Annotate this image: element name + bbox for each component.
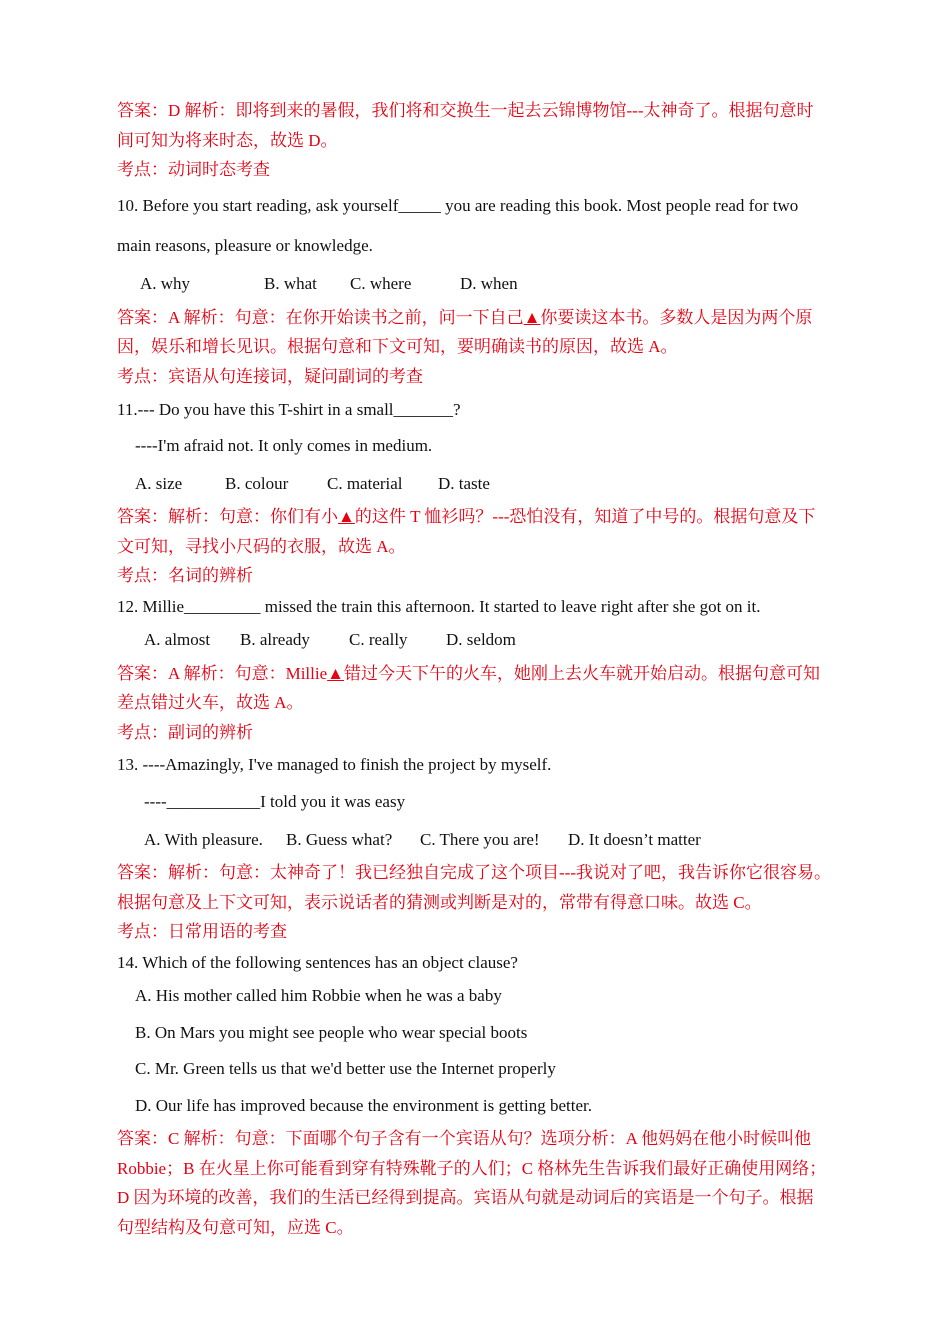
q11-options	[117, 466, 839, 503]
q12-kaodian: 考点：副词的辨析	[117, 722, 253, 742]
option-d: D. Our life has improved because the environment is getting better.	[135, 1095, 592, 1115]
q14-stem: 14. Which of the following sentences has an object clause?	[117, 953, 518, 972]
q14-answer: 答案：C 解析：句意：下面哪个句子含有一个宾语从句？选项分析：A 他妈妈在他小时候叫他 Robbie；B 在火星上你可能看到穿有特殊靴子的人们；C 格林先生告诉我们最好正确使用网络； D 因为环境的改善，我们的生活已经得到提高。宾语从句就是动词后的宾语是一个句子。根据 句型结构及句意可知，应选 C。	[117, 1129, 827, 1237]
q9-kaodian: 考点：动词时态考查	[117, 160, 270, 179]
option-a: A. His mother called him Robbie when he was a baby	[135, 986, 502, 1005]
q11-answer: 答案：解析：句意：你们有小▲的这件 T 恤衫吗？---恐怕没有，知道了中号的。根据句意及下 文可知，寻找小尺码的衣服，故选 A。	[117, 502, 839, 561]
option-d: D. seldom	[446, 630, 516, 649]
option-a: A. With pleasure.	[144, 829, 263, 849]
option-b: B. Guess what?	[286, 829, 393, 849]
q12-options	[117, 622, 839, 659]
q9-answer: 答案：D 解析：即将到来的暑假，我们将和交换生一起去云锦博物馆---太神奇了。根据句意时 间可知为将来时态，故选 D。	[117, 101, 814, 150]
blank-triangle-icon: ▲	[327, 663, 344, 683]
q10-answer: 答案：A 解析：句意：在你开始读书之前，问一下自己▲你要读这本书。多数人是因为两个原 因，娱乐和增长见识。根据句意和下文可知，要明确读书的原因，故选 A。	[117, 303, 839, 362]
q10-kaodian: 考点：宾语从句连接词，疑问副词的考查	[117, 366, 423, 386]
option-d: D. when	[460, 274, 518, 293]
q12-answer: 答案：A 解析：句意：Millie▲错过今天下午的火车，她刚上去火车就开始启动。根据句意可知 差点错过火车，故选 A。	[117, 659, 839, 718]
option-a: A. almost	[144, 630, 211, 649]
q13-stem: 13. ----Amazingly, I've managed to finish the project by myself. ----___________I told you it was easy	[117, 754, 552, 811]
q13-options	[117, 822, 839, 859]
option-d: D. It doesn’t matter	[568, 829, 701, 849]
option-c: C. Mr. Green tells us that we'd better use the Internet properly	[135, 1059, 556, 1078]
option-c: C. material	[327, 473, 403, 493]
q12-stem: 12. Millie_________ missed the train this afternoon. It started to leave right after she got on it.	[117, 597, 761, 616]
document-page	[117, 96, 839, 1242]
option-a: A. why	[140, 274, 191, 293]
blank-triangle-icon: ▲	[338, 507, 355, 526]
q11-kaodian: 考点：名词的辨析	[117, 566, 253, 585]
q13-answer: 答案：解析：句意：太神奇了！我已经独自完成了这个项目---我说对了吧，我告诉你它很容易。 根据句意及上下文可知，表示说话者的猜测或判断是对的，常带有得意口味。故选 C。	[117, 863, 831, 912]
blank-triangle-icon: ▲	[523, 307, 541, 327]
q11-stem: 11.--- Do you have this T-shirt in a small_______? ----I'm afraid not. It only comes in medium.	[117, 399, 461, 455]
q13-kaodian: 考点：日常用语的考查	[117, 922, 287, 941]
q10-stem: 10. Before you start reading, ask yourself_____ you are reading this book. Most people read for two main reasons, pleasure or knowledge.	[117, 196, 799, 255]
option-b: B. colour	[225, 473, 289, 493]
option-b: B. already	[240, 630, 310, 649]
q14-options	[117, 978, 839, 1124]
option-c: C. There you are!	[420, 829, 540, 849]
option-d: D. taste	[438, 473, 490, 493]
option-a: A. size	[135, 473, 183, 493]
option-b: B. what	[264, 274, 317, 293]
option-c: C. really	[349, 630, 408, 649]
option-b: B. On Mars you might see people who wear special boots	[135, 1022, 528, 1042]
option-c: C. where	[350, 274, 412, 293]
q10-options	[117, 266, 839, 303]
